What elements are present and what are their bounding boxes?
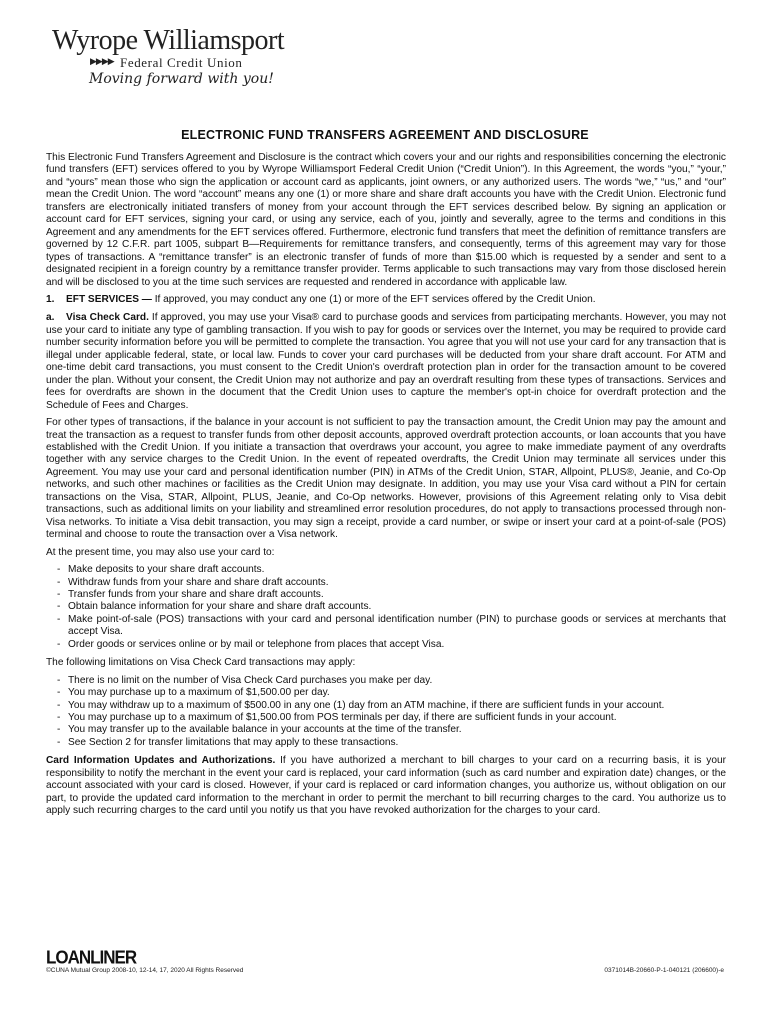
list-item: - You may withdraw up to a maximum of $500.00 in any one (1) day from an ATM machine, if there are sufficient funds in your account. (46, 700, 726, 712)
section-a-label: a. (46, 312, 55, 324)
list-item: - Make point-of-sale (POS) transactions with your card and personal identification number (PIN) to purchase goods or services at merchants that accept Visa. (46, 614, 726, 639)
list-item: - You may purchase up to a maximum of $1,500.00 from POS terminals per day, if there are sufficient funds in your account. (46, 712, 726, 724)
card-updates-heading: Card Information Updates and Authorizations. (46, 755, 276, 767)
intro-paragraph: This Electronic Fund Transfers Agreement and Disclosure is the contract which covers your and our rights and responsibilities concerning the electronic fund transfers (EFT) services offered to you by Wyrope Williamsport Federal Credit Union (“Credit Union”). In this Agreement, the words “you,” “your,” and “yours” mean those who sign the application or account card as applicants, joint owners, or any authorized users. The words “we,” “us,” and “our” mean the Credit Union. The word “account” means any one (1) or more share and share draft accounts you have with the Credit Union. Electronic fund transfers are electronically initiated transfers of money from your account through the EFT services described below. By signing an application or account card for EFT services, signing your card, or using any service, each of you, jointly and severally, agree to the terms and conditions in this Agreement and any amendments for the EFT services offered. Furthermore, electronic fund transfers that meet the definition of remittance transfers are governed by 12 C.F.R. part 1005, subpart B—Requirements for remittance transfers, and consequently, terms of this agreement may vary for those types of transactions. A “remittance transfer” is an electronic transfer of funds of more than $15.00 which is requested by a sender and sent to a designated recipient in a foreign country by a remittance transfer provider. Terms applicable to such transactions may vary from those disclosed herein and will be disclosed to you at the time such services are requested and rendered in accordance with applicable law. (46, 152, 726, 288)
logo-tagline: Moving forward with you! (89, 71, 274, 87)
present-time-intro: At the present time, you may also use your card to: (46, 546, 275, 558)
card-updates-text: If you have authorized a merchant to bill charges to your card on a recurring basis, it is your responsibility to notify the merchant in the event your card is replaced, your card information (such as card number and expiration date) changes, or the account associated with your card is closed. However, if your card is replaced or card information changes, you authorize us, without obligation on our part, to provide the updated card information to the merchant in order to permit the merchant to bill recurring charges to the card. You authorize us to apply such recurring charges to the card until you notify us that you have revoked authorization for the charges to your card. (46, 755, 726, 817)
section-1-heading: EFT SERVICES — (66, 293, 152, 305)
document-body (46, 152, 726, 823)
limitations-list (46, 675, 726, 750)
other-transactions-paragraph: For other types of transactions, if the balance in your account is not sufficient to pay the transaction amount, the Credit Union may pay the amount and treat the transaction as a request to transfer funds from other deposit accounts, approved overdraft protection accounts, or loan accounts that you have established with the Credit Union. If you initiate a transaction that overdraws your account, you agree to make immediate payment of any overdrafts together with any service charges to the Credit Union. In the event of repeated overdrafts, the Credit Union may terminate all services under this Agreement. You may use your card and personal identification number (PIN) in ATMs of the Credit Union, STAR, Allpoint, PLUS®, Jeanie, and Co-Op networks, and such other machines or facilities as the Credit Union may designate. In addition, you may use your Visa card without a PIN for certain transactions on the Visa, STAR, Allpoint, PLUS, Jeanie, and Co-Op networks. However, provisions of this Agreement relating only to Visa debit transactions, such as additional limits on your liability and streamlined error resolution procedures, do not apply to transactions processed through non-Visa networks. To initiate a Visa debit transaction, you may sign a receipt, provide a card number, or swipe or insert your card at a point-of-sale (POS) terminal and choose to route the transaction over a Visa network. (46, 417, 726, 541)
list-item: - Obtain balance information for your share and share draft accounts. (46, 601, 726, 613)
card-updates-paragraph (46, 755, 726, 817)
card-uses-list (46, 564, 726, 651)
section-a-heading: Visa Check Card. (66, 312, 149, 324)
section-1 (46, 294, 726, 306)
section-a (46, 312, 726, 412)
logo-subtitle: Federal Credit Union (120, 55, 243, 70)
limitations-intro: The following limitations on Visa Check Card transactions may apply: (46, 657, 356, 669)
loanliner-logo: LOANLINER (46, 947, 137, 968)
section-1-number: 1. (46, 293, 55, 305)
list-item: - Order goods or services online or by mail or telephone from places that accept Visa. (46, 639, 726, 651)
logo-arrows-icon: ▶▶▶▶ (90, 56, 114, 66)
copyright-notice: ©CUNA Mutual Group 2008-10, 12-14, 17, 2020 All Rights Reserved (46, 967, 244, 974)
section-1-text: If approved, you may conduct any one (1) or more of the EFT services offered by the Credit Union. (151, 293, 596, 305)
section-a-text: If approved, you may use your Visa® card to purchase goods and services from participating merchants. However, you may not use your card to initiate any type of gambling transaction. If you wish to pay for goods or services over the Internet, you may be required to provide card number security information before you will be permitted to complete the transaction. You agree that you will not use your card for any transaction that is illegal under applicable federal, state, or local law. Funds to cover your card purchases will be deducted from your share draft account. For ATM and one-time debit card transactions, you must consent to the Credit Union's overdraft protection plan in order for the transaction amount to be covered under the plan. Without your consent, the Credit Union may not authorize and pay an overdraft resulting from these types of transactions. Services and fees for overdrafts are shown in the document that the Credit Union uses to capture the member's opt-in choice for overdraft protection and the Schedule of Fees and Charges. (46, 312, 727, 411)
document-title: ELECTRONIC FUND TRANSFERS AGREEMENT AND DISCLOSURE (181, 128, 589, 142)
form-number: 0371014B-20660-P-1-040121 (206600)-e (604, 967, 724, 974)
list-item: - Withdraw funds from your share and share draft accounts. (46, 577, 726, 589)
list-item: - You may transfer up to the available balance in your accounts at the time of the transfer. (46, 724, 726, 736)
list-item: - See Section 2 for transfer limitations that may apply to these transactions. (46, 737, 726, 749)
list-item: - Make deposits to your share draft accounts. (46, 564, 726, 576)
logo-name: Wyrope Williamsport (52, 25, 285, 56)
list-item: - Transfer funds from your share and share draft accounts. (46, 589, 726, 601)
list-item: - There is no limit on the number of Visa Check Card purchases you make per day. (46, 675, 726, 687)
list-item: - You may purchase up to a maximum of $1,500.00 per day. (46, 687, 726, 699)
